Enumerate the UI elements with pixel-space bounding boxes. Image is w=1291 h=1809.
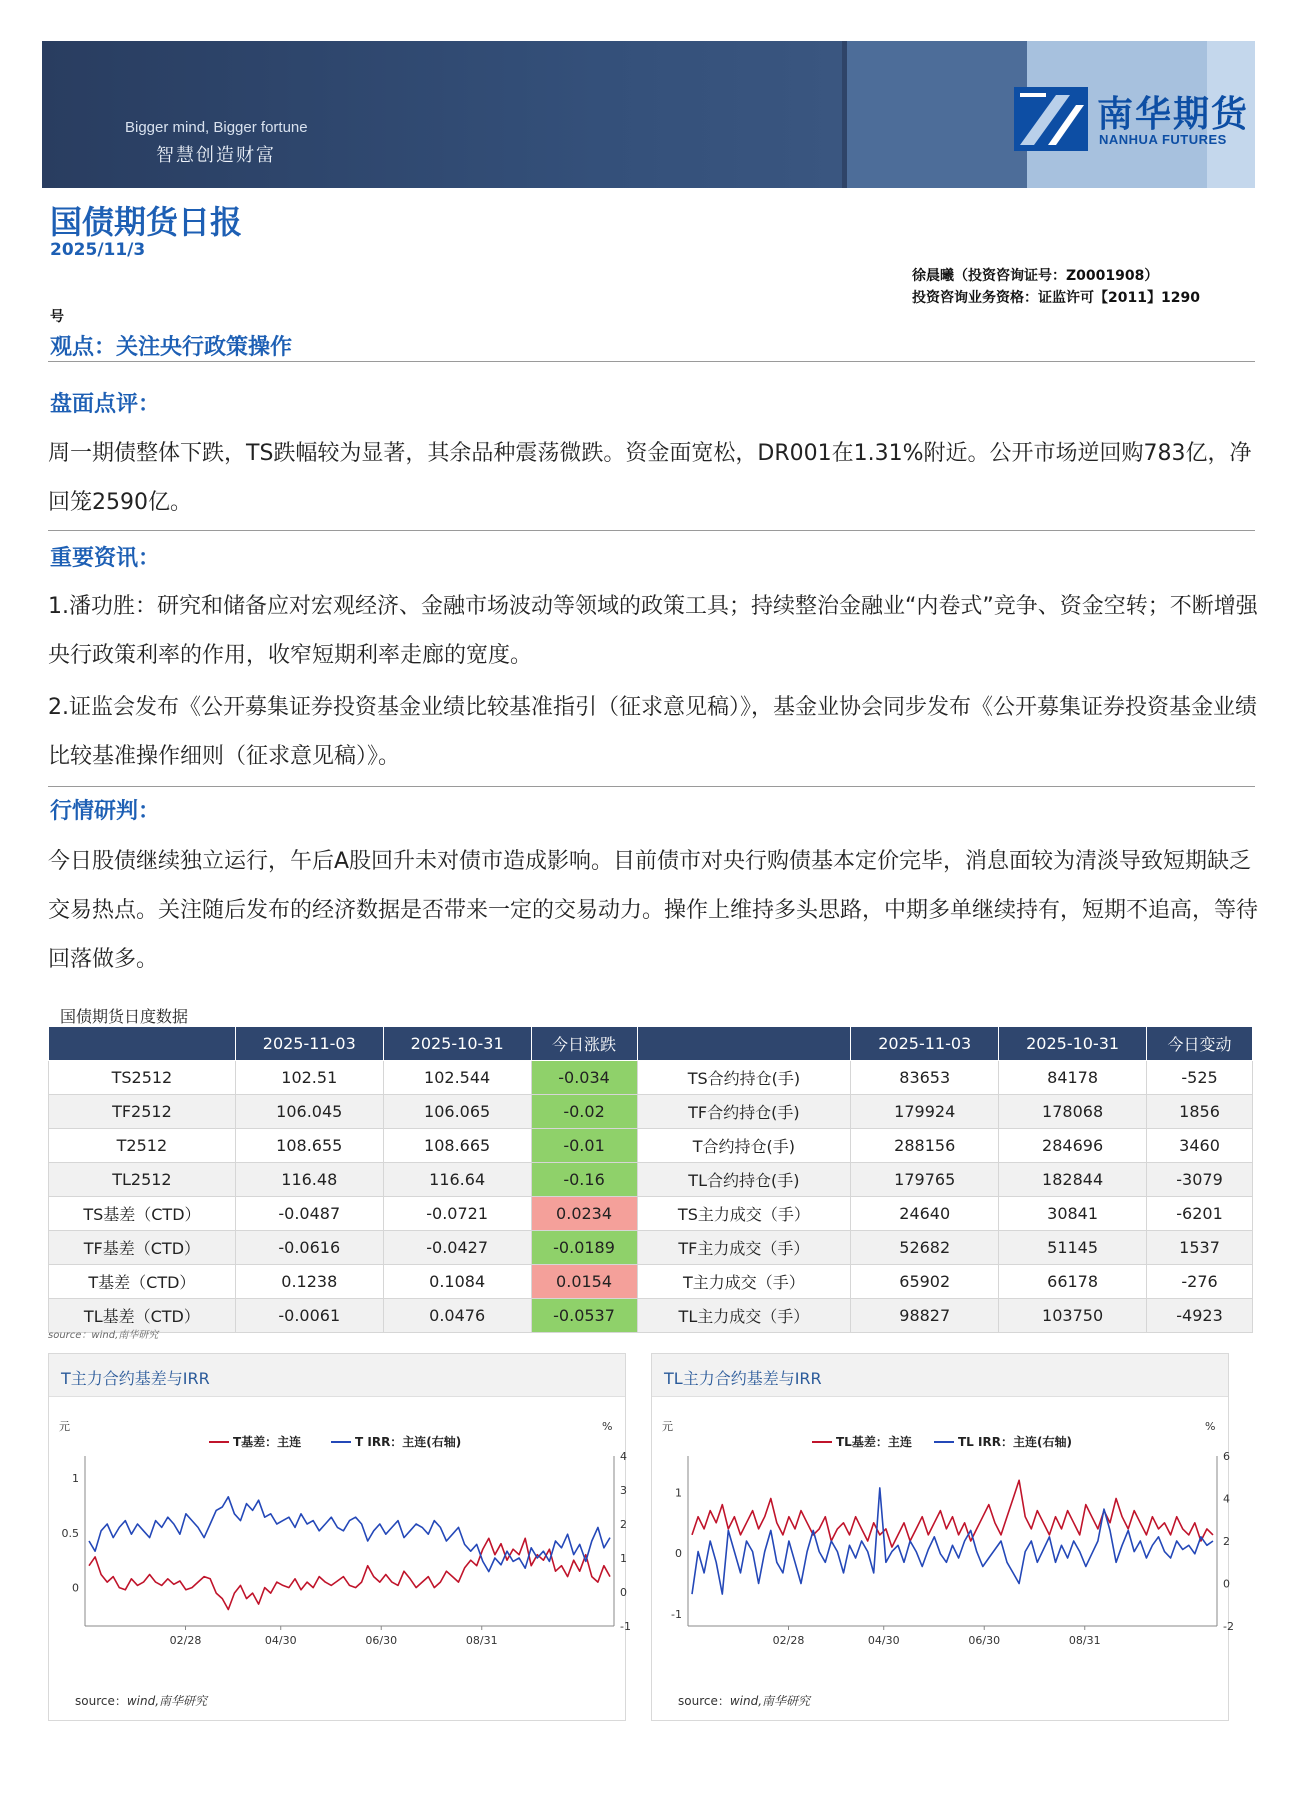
column-header: 今日涨跌 xyxy=(531,1027,637,1061)
x-tick-label: 06/30 xyxy=(968,1634,1001,1647)
table-cell: 0.1238 xyxy=(235,1265,383,1299)
y-right-tick-label: 1 xyxy=(620,1552,627,1565)
chart-tl-basis-irr xyxy=(652,1396,1234,1686)
y-right-tick-label: -1 xyxy=(620,1620,631,1633)
table-row xyxy=(49,1197,1253,1231)
table-cell: 84178 xyxy=(999,1061,1147,1095)
table-cell: 3460 xyxy=(1147,1129,1253,1163)
table-cell: -4923 xyxy=(1147,1299,1253,1333)
table-source: source：wind,南华研究 xyxy=(48,1330,159,1341)
table-cell: 30841 xyxy=(999,1197,1147,1231)
table-row xyxy=(49,1129,1253,1163)
table-cell: 102.544 xyxy=(383,1061,531,1095)
table-cell: TS基差（CTD） xyxy=(49,1197,236,1231)
table-cell: TF主力成交（手） xyxy=(637,1231,851,1265)
author-name-line: 徐晨曦（投资咨询证号：Z0001908） xyxy=(912,268,1159,284)
nanhua-logo-icon xyxy=(1014,87,1088,151)
change-cell-up: 0.0154 xyxy=(531,1265,637,1299)
chart-source-label: source： xyxy=(75,1694,127,1708)
table-cell: -0.0616 xyxy=(235,1231,383,1265)
series-line xyxy=(692,1488,1213,1594)
y-right-tick-label: 2 xyxy=(620,1518,627,1531)
table-cell: -0.0487 xyxy=(235,1197,383,1231)
table-cell: -0.0427 xyxy=(383,1231,531,1265)
change-cell-down: -0.0537 xyxy=(531,1299,637,1333)
y-left-tick-label: 0 xyxy=(72,1581,79,1595)
table-cell: 116.64 xyxy=(383,1163,531,1197)
series-line xyxy=(89,1497,610,1572)
report-date: 2025/11/3 xyxy=(50,240,146,260)
table-cell: 108.665 xyxy=(383,1129,531,1163)
legend-label: TL基差：主连 xyxy=(836,1435,912,1449)
column-header: 2025-10-31 xyxy=(383,1027,531,1061)
review-text: 周一期债整体下跌，TS跌幅较为显著，其余品种震荡微跌。资金面宽松，DR001在1.31%附近。公开市场逆回购783亿，净回笼2590亿。 xyxy=(48,441,1252,515)
table-cell: 108.655 xyxy=(235,1129,383,1163)
divider xyxy=(48,530,1255,531)
table-row xyxy=(49,1299,1253,1333)
table-cell: 103750 xyxy=(999,1299,1147,1333)
y-left-tick-label: 0.5 xyxy=(61,1526,79,1540)
y-right-unit: % xyxy=(1205,1420,1216,1433)
table-cell: TS合约持仓(手) xyxy=(637,1061,851,1095)
logo-chinese: 南华期货 xyxy=(1097,94,1250,135)
table-cell: TL基差（CTD） xyxy=(49,1299,236,1333)
table-cell: 284696 xyxy=(999,1129,1147,1163)
x-tick-label: 08/31 xyxy=(465,1634,498,1647)
table-cell: 83653 xyxy=(851,1061,999,1095)
x-tick-label: 04/30 xyxy=(264,1634,297,1647)
chart-source xyxy=(75,1692,207,1709)
table-row xyxy=(49,1231,1253,1265)
table-cell: 98827 xyxy=(851,1299,999,1333)
table-cell: 51145 xyxy=(999,1231,1147,1265)
y-left-tick-label: 1 xyxy=(675,1486,682,1500)
column-header: 今日变动 xyxy=(1147,1027,1253,1061)
author-license-suffix: 号 xyxy=(50,309,64,325)
legend-label: T基差：主连 xyxy=(233,1435,302,1449)
table-cell: TS主力成交（手） xyxy=(637,1197,851,1231)
author-license-line: 投资咨询业务资格：证监许可【2011】1290 xyxy=(912,290,1200,306)
table-cell: T基差（CTD） xyxy=(49,1265,236,1299)
table-cell: TS2512 xyxy=(49,1061,236,1095)
table-header-row xyxy=(49,1027,1253,1061)
series-line xyxy=(692,1480,1213,1547)
slogan-english: Bigger mind, Bigger fortune xyxy=(125,119,308,136)
column-header: 2025-10-31 xyxy=(999,1027,1147,1061)
legend-label: T IRR：主连(右轴) xyxy=(355,1435,462,1449)
table-cell: 178068 xyxy=(999,1095,1147,1129)
change-cell-down: -0.02 xyxy=(531,1095,637,1129)
y-right-tick-label: 4 xyxy=(1223,1492,1230,1506)
table-cell: 65902 xyxy=(851,1265,999,1299)
change-cell-down: -0.16 xyxy=(531,1163,637,1197)
table-caption: 国债期货日度数据 xyxy=(60,1007,189,1026)
table-cell: T合约持仓(手) xyxy=(637,1129,851,1163)
table-cell: 106.045 xyxy=(235,1095,383,1129)
y-right-tick-label: 6 xyxy=(1223,1450,1230,1463)
table-cell: TF2512 xyxy=(49,1095,236,1129)
table-cell: -3079 xyxy=(1147,1163,1253,1197)
table-row xyxy=(49,1265,1253,1299)
outlook-text: 今日股债继续独立运行，午后A股回升未对债市造成影响。目前债市对央行购债基本定价完毕，消息面较为清淡导致短期缺乏交易热点。关注随后发布的经济数据是否带来一定的交易动力。操作上维持多头思路，中期多单继续持有，短期不追高，等待回落做多。 xyxy=(48,849,1259,972)
logo-english: NANHUA FUTURES xyxy=(1099,132,1227,147)
table-cell: -0.0721 xyxy=(383,1197,531,1231)
y-right-tick-label: 0 xyxy=(1223,1577,1230,1591)
table-cell: TL2512 xyxy=(49,1163,236,1197)
change-cell-down: -0.0189 xyxy=(531,1231,637,1265)
change-cell-up: 0.0234 xyxy=(531,1197,637,1231)
chart-source xyxy=(678,1692,810,1709)
column-header xyxy=(637,1027,851,1061)
divider xyxy=(48,361,1255,362)
change-cell-down: -0.01 xyxy=(531,1129,637,1163)
table-cell: 66178 xyxy=(999,1265,1147,1299)
divider xyxy=(48,786,1255,787)
x-tick-label: 02/28 xyxy=(169,1634,202,1647)
table-cell: 1537 xyxy=(1147,1231,1253,1265)
y-left-tick-label: 1 xyxy=(72,1471,79,1485)
table-cell: T2512 xyxy=(49,1129,236,1163)
column-header xyxy=(49,1027,236,1061)
y-right-tick-label: 2 xyxy=(1223,1535,1230,1548)
y-right-unit: % xyxy=(602,1420,613,1433)
y-right-tick-label: 4 xyxy=(620,1450,627,1463)
chart-source-label: source： xyxy=(678,1694,730,1708)
review-heading: 盘面点评： xyxy=(50,392,161,417)
news-item-2: 2.证监会发布《公开募集证券投资基金业绩比较基准指引（征求意见稿）》，基金业协会同步发布《公开募集证券投资基金业绩比较基准操作细则（征求意见稿）》。 xyxy=(48,695,1257,769)
slogan-chinese: 智慧创造财富 xyxy=(156,145,276,166)
futures-daily-table xyxy=(48,1026,1253,1333)
table-cell: 0.1084 xyxy=(383,1265,531,1299)
table-cell: -276 xyxy=(1147,1265,1253,1299)
table-cell: 0.0476 xyxy=(383,1299,531,1333)
y-left-unit: 元 xyxy=(662,1420,673,1433)
table-cell: 102.51 xyxy=(235,1061,383,1095)
y-right-tick-label: 0 xyxy=(620,1586,627,1599)
x-tick-label: 08/31 xyxy=(1068,1634,1101,1647)
report-title: 国债期货日报 xyxy=(50,203,243,241)
y-left-tick-label: -1 xyxy=(671,1607,682,1621)
table-cell: 116.48 xyxy=(235,1163,383,1197)
column-header: 2025-11-03 xyxy=(235,1027,383,1061)
x-tick-label: 06/30 xyxy=(365,1634,398,1647)
viewpoint-heading: 观点：关注央行政策操作 xyxy=(50,335,293,360)
y-left-unit: 元 xyxy=(59,1420,70,1433)
table-cell: 288156 xyxy=(851,1129,999,1163)
author-info xyxy=(912,265,1200,309)
report-banner xyxy=(42,41,1255,188)
table-cell: 24640 xyxy=(851,1197,999,1231)
x-tick-label: 04/30 xyxy=(867,1634,900,1647)
table-cell: 182844 xyxy=(999,1163,1147,1197)
y-right-tick-label: 3 xyxy=(620,1484,627,1497)
legend-label: TL IRR：主连(右轴) xyxy=(958,1435,1072,1449)
table-cell: -0.0061 xyxy=(235,1299,383,1333)
chart-source-text: wind,南华研究 xyxy=(126,1694,208,1708)
chart-panel-tl xyxy=(651,1353,1234,1721)
table-cell: TF合约持仓(手) xyxy=(637,1095,851,1129)
change-cell-down: -0.034 xyxy=(531,1061,637,1095)
table-cell: T主力成交（手） xyxy=(637,1265,851,1299)
chart-t-basis-irr xyxy=(49,1396,631,1686)
table-cell: 179924 xyxy=(851,1095,999,1129)
x-tick-label: 02/28 xyxy=(772,1634,805,1647)
chart-source-text: wind,南华研究 xyxy=(729,1694,811,1708)
outlook-heading: 行情研判： xyxy=(50,799,161,824)
table-row xyxy=(49,1061,1253,1095)
y-right-tick-label: -2 xyxy=(1223,1620,1234,1633)
table-row xyxy=(49,1163,1253,1197)
table-cell: 179765 xyxy=(851,1163,999,1197)
table-cell: TF基差（CTD） xyxy=(49,1231,236,1265)
banner-panel xyxy=(847,41,1027,188)
table-row xyxy=(49,1095,1253,1129)
table-cell: 52682 xyxy=(851,1231,999,1265)
news-item-1: 1.潘功胜：研究和储备应对宏观经济、金融市场波动等领域的政策工具；持续整治金融业“内卷式”竞争、资金空转；不断增强央行政策利率的作用，收窄短期利率走廊的宽度。 xyxy=(48,594,1258,668)
chart-title: TL主力合约基差与IRR xyxy=(664,1369,822,1388)
table-cell: 1856 xyxy=(1147,1095,1253,1129)
news-heading: 重要资讯： xyxy=(50,546,161,571)
table-cell: -525 xyxy=(1147,1061,1253,1095)
table-cell: TL合约持仓(手) xyxy=(637,1163,851,1197)
table-cell: -6201 xyxy=(1147,1197,1253,1231)
table-cell: TL主力成交（手） xyxy=(637,1299,851,1333)
y-left-tick-label: 0 xyxy=(675,1547,682,1561)
column-header: 2025-11-03 xyxy=(851,1027,999,1061)
chart-title: T主力合约基差与IRR xyxy=(61,1369,210,1388)
table-cell: 106.065 xyxy=(383,1095,531,1129)
chart-panel-t xyxy=(48,1353,631,1721)
